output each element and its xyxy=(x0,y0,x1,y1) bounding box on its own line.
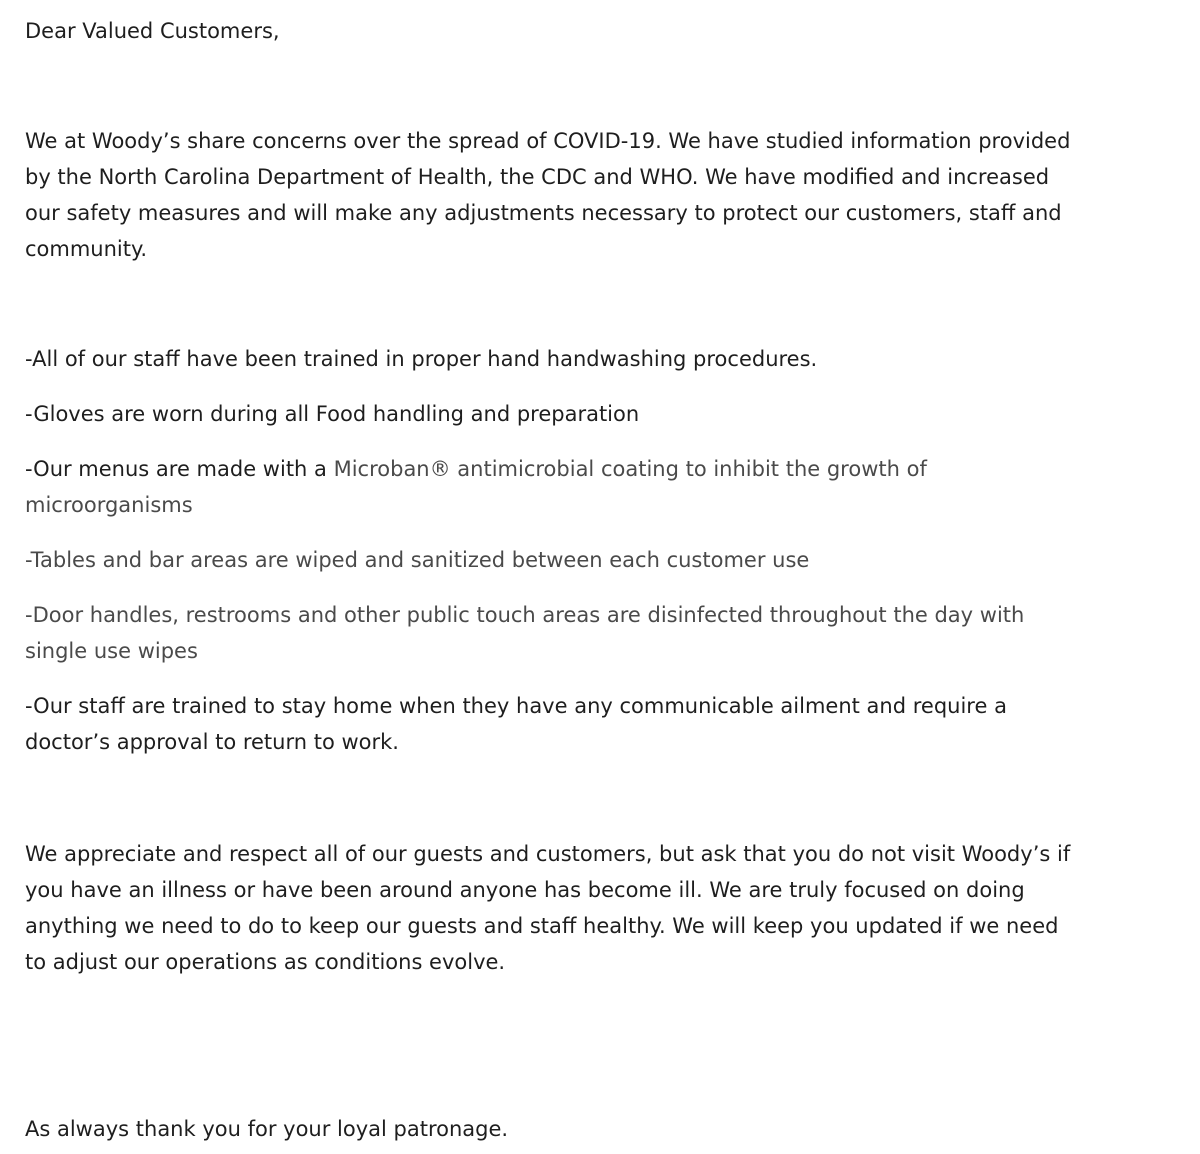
intro-line: by the North Carolina Department of Health, the CDC and WHO. We have modified and increased xyxy=(25,165,1050,189)
measure-staff-cont: doctor’s approval to return to work. xyxy=(25,730,399,754)
greeting: Dear Valued Customers, xyxy=(25,19,280,43)
closing-line: you have an illness or have been around anyone has become ill. We are truly focused on doing xyxy=(25,878,1025,902)
measure-doors-cont: single use wipes xyxy=(25,639,198,663)
measure-menus-rest: Microban® antimicrobial coating to inhibit the growth of xyxy=(333,457,927,481)
intro-line: We at Woody’s share concerns over the spread of COVID-19. We have studied information provided xyxy=(25,129,1071,153)
closing-line: We appreciate and respect all of our guests and customers, but ask that you do not visit Woody’s if xyxy=(25,842,1071,866)
measure-doors: -Door handles, restrooms and other public touch areas are disinfected throughout the day with xyxy=(25,603,1025,627)
intro-line: our safety measures and will make any adjustments necessary to protect our customers, staff and xyxy=(25,201,1062,225)
measure-gloves: -Gloves are worn during all Food handling and preparation xyxy=(25,402,640,426)
measure-menus xyxy=(25,451,927,487)
measure-menus-start: -Our menus are made with a xyxy=(25,457,334,481)
intro-line: community. xyxy=(25,237,148,261)
closing-line: to adjust our operations as conditions evolve. xyxy=(25,950,506,974)
measure-staff: -Our staff are trained to stay home when they have any communicable ailment and require a xyxy=(25,694,1007,718)
measure-handwashing: -All of our staff have been trained in proper hand handwashing procedures. xyxy=(25,347,818,371)
measure-tables: -Tables and bar areas are wiped and sanitized between each customer use xyxy=(25,548,810,572)
measure-menus-cont: microorganisms xyxy=(25,493,193,517)
closing-line: anything we need to do to keep our guests and staff healthy. We will keep you updated if we need xyxy=(25,914,1059,938)
signoff: As always thank you for your loyal patronage. xyxy=(25,1117,509,1141)
